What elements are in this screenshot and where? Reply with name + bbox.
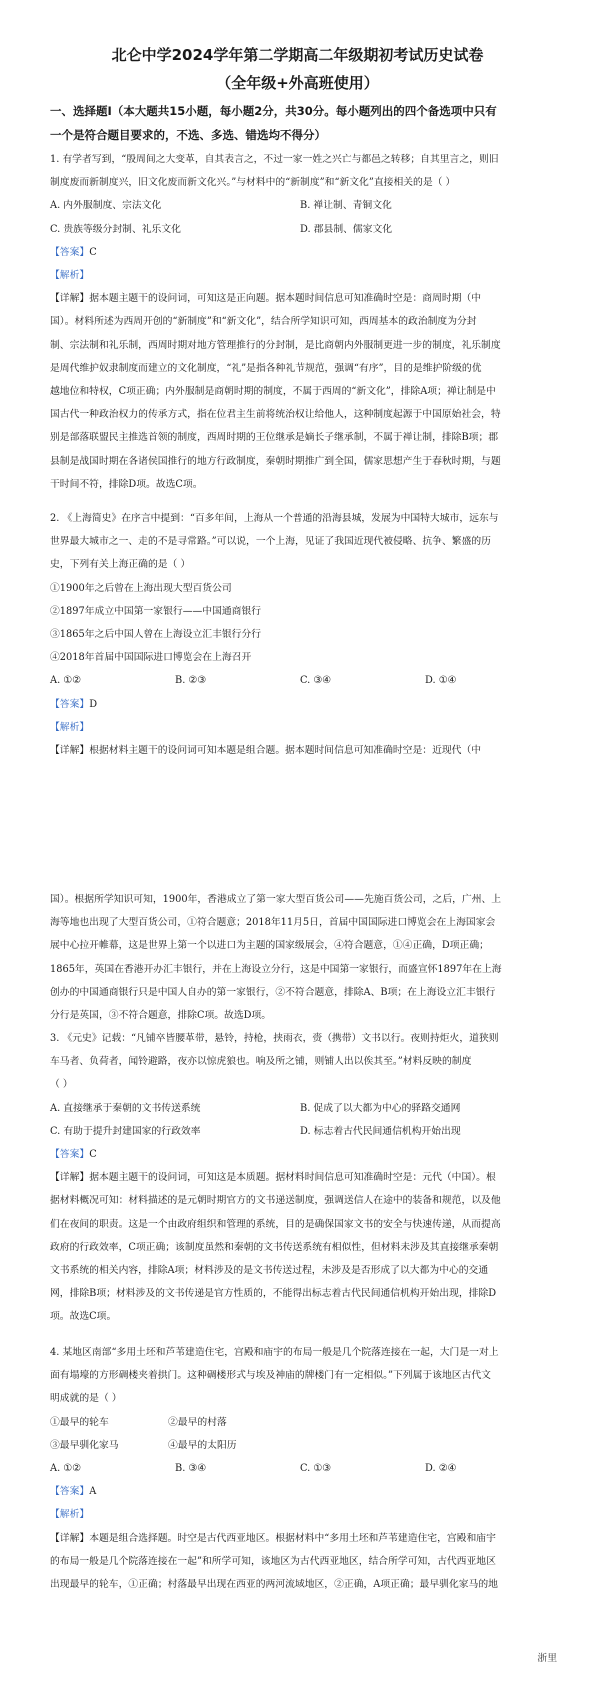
q3-detail-line4: 政府的行政效率，C项正确；该制度虽然和秦朝的文书传送系统有相似性，但材料未涉及其直接继承秦朝: [50, 1241, 499, 1253]
q3-detail-line2: 据材料概况可知：材料描述的是元朝时期官方的文书递送制度，强调送信人在途中的装备和规范，以及他: [50, 1195, 501, 1207]
q2-option-c: C. ③④: [300, 675, 331, 687]
page-footer-watermark: 浙里: [537, 1653, 557, 1664]
q1-options-row1: [50, 194, 550, 217]
q2-item-2: ②1897年成立中国第一家银行——中国通商银行: [50, 605, 262, 617]
q1-detail-line2: 国）。材料所述为西周开创的“新制度”和“新文化”，结合所学知识可知，西周基本的政治制度为分封: [50, 316, 477, 328]
q3-options-row1: [50, 1097, 550, 1120]
q1-analysis-tag: 【解析】: [50, 270, 90, 282]
q4-answer-value: A: [89, 1486, 97, 1498]
section-header-line1: 一、选择题Ⅰ（本大题共15小题，每小题2分，共30分。每小题列出的四个备选项中只有: [50, 104, 497, 118]
q2-detail-line3: 海等地也出现了大型百货公司，①符合题意；2018年11月5日，首届中国国际进口博览会在上海国家会: [50, 917, 496, 929]
q3-stem-line3: （ ）: [50, 1079, 73, 1091]
question-1: [50, 148, 550, 496]
q4-options: [50, 1457, 550, 1480]
q3-answer: [50, 1143, 550, 1166]
q1-detail-line6: 国古代一种政治权力的传承方式，指在位君主生前将统治权让给他人，这种制度起源于中国原始社会，特: [50, 409, 501, 421]
detail-tag: 【详解】: [50, 1172, 90, 1184]
q2-detail-line4: 展中心拉开帷幕，这是世界上第一个以进口为主题的国家级展会，④符合题意，①④正确，D项正确；: [50, 940, 489, 952]
answer-tag: 【答案】: [50, 698, 90, 710]
q3-detail-line1: 【详解】据本题主题干的设问词，可知这是本质题。据材料时间信息可知准确时空是：元代（中国）。根: [50, 1172, 496, 1184]
q4-detail-line3: 出现最早的轮车，①正确；村落最早出现在西亚的两河流域地区，②正确，A项正确；最早驯化家马的地: [50, 1579, 498, 1591]
q1-detail-line5: 越地位和特权，C项正确；内外服制是商朝时期的制度，不属于西周的“新文化”，排除A项；禅让制是中: [50, 386, 496, 398]
q3-detail-line7: 项。故选C项。: [50, 1311, 117, 1323]
q4-items-row2: [50, 1434, 550, 1457]
q1-detail-line4: 是周代维护奴隶制度而建立的文化制度，“礼”是指各种礼节规范，强调“有序”，目的是维护阶级的优: [50, 362, 482, 374]
q3-option-c: C. 有助于提升封建国家的行政效率: [50, 1125, 201, 1137]
q1-option-c: C. 贵族等级分封制、礼乐文化: [50, 223, 181, 235]
q1-stem-line2: 制度废而新制度兴，旧文化废而新文化兴。”与材料中的“新制度”和“新文化”直接相关的是（ ）: [50, 177, 456, 189]
q1-detail-line8: 县制是战国时期在各诸侯国推行的地方行政制度，秦朝时期推广到全国，儒家思想产生于春秋时期，与题: [50, 455, 501, 467]
q3-option-a: A. 直接继承于秦朝的文书传送系统: [50, 1102, 201, 1114]
q2-answer: [50, 693, 550, 716]
q2-stem-line1: 2. 《上海简史》在序言中提到：“百多年间，上海从一个普通的沿海县城，发展为中国特大城市，远东与: [50, 513, 499, 524]
section-header: [50, 99, 550, 147]
q4-answer: [50, 1480, 550, 1503]
q2-detail-line1: 【详解】根据材料主题干的设问词可知本题是组合题。据本题时间信息可知准确时空是：近现代（中: [50, 745, 482, 757]
q1-detail-line7: 别是部落联盟民主推选首领的制度，西周时期的王位继承是嫡长子继承制，不属于禅让制，排除B项；郡: [50, 432, 499, 444]
q2-item-4: ④2018年首届中国国际进口博览会在上海召开: [50, 652, 252, 664]
q1-stem-line1: 1. 有学者写到，“殷周间之大变革，自其表言之，不过一家一姓之兴亡与都邑之转移；自其里言之，则旧: [50, 154, 499, 165]
q2-option-d: D. ①④: [425, 675, 457, 687]
q2-detail-line5: 1865年，英国在香港开办汇丰银行，并在上海设立分行，这是中国第一家银行，而盛宣怀1897年在上海: [50, 963, 502, 975]
question-4: [50, 1341, 550, 1596]
q4-item-4: ④最早的太阳历: [168, 1439, 237, 1451]
q4-stem-line3: 明成就的是（ ）: [50, 1393, 122, 1405]
q3-stem-line2: 车马者、负荷者，闻铃避路，夜亦以惊虎狼也。响及所之铺，则铺人出以俟其至。”材料反映的制度: [50, 1056, 472, 1068]
q4-analysis-tag: 【解析】: [50, 1509, 90, 1521]
detail-tag: 【详解】: [50, 293, 90, 305]
q2-item-1: ①1900年之后曾在上海出现大型百货公司: [50, 582, 232, 594]
question-2-detail-continued: [50, 888, 550, 1027]
question-2: [50, 507, 550, 762]
q3-option-d: D. 标志着古代民间通信机构开始出现: [300, 1125, 461, 1137]
q1-option-b: B. 禅让制、青铜文化: [300, 200, 392, 212]
q2-item-3: ③1865年之后中国人曾在上海设立汇丰银行分行: [50, 629, 262, 641]
q1-answer-value: C: [89, 246, 97, 258]
q4-item-3: ③最早驯化家马: [50, 1439, 119, 1451]
q4-option-c: C. ①③: [300, 1463, 331, 1475]
q4-stem-line2: 面有塌壕的方形碉楼夹着拱门。这种碉楼形式与埃及神庙的牌楼门有一定相似。”下列属于该地区古代文: [50, 1370, 491, 1382]
q3-detail-line5: 文书系统的相关内容，排除A项；材料涉及的是文书传送过程，未涉及是否形成了以大都为中心的交通: [50, 1265, 489, 1277]
q4-items-row1: [50, 1411, 550, 1434]
q1-answer: [50, 241, 550, 264]
q2-analysis-tag: 【解析】: [50, 721, 90, 733]
q4-item-2: ②最早的村落: [168, 1416, 227, 1428]
detail-tag: 【详解】: [50, 745, 90, 757]
q1-options-row2: [50, 218, 550, 241]
q2-option-a: A. ①②: [50, 675, 81, 687]
q1-detail-line1: 【详解】据本题主题干的设问词，可知这是正向题。据本题时间信息可知准确时空是：商周时期（中: [50, 293, 482, 305]
q1-option-a: A. 内外服制度、宗法文化: [50, 200, 162, 212]
q2-option-b: B. ②③: [175, 675, 206, 687]
q3-detail-line3: 们在夜间的职责。这是一个由政府组织和管理的系统，目的是确保国家文书的安全与快速传递，从而提高: [50, 1218, 501, 1230]
q4-option-d: D. ②④: [425, 1463, 457, 1475]
q3-stem-line1: 3. 《元史》记载：“凡铺卒皆腰革带，悬铃，持枪，挟雨衣，赍（携带）文书以行。夜则持炬火，道狭则: [50, 1033, 499, 1044]
exam-subtitle: （全年级+外高班使用）: [216, 74, 379, 92]
answer-tag: 【答案】: [50, 1486, 90, 1498]
answer-tag: 【答案】: [50, 246, 90, 258]
q4-item-1: ①最早的轮车: [50, 1416, 109, 1428]
q1-detail-line9: 干时间不符，排除D项。故选C项。: [50, 478, 203, 490]
q3-answer-value: C: [89, 1149, 97, 1161]
q2-stem-line3: 史，下列有关上海正确的是（ ）: [50, 559, 191, 571]
q2-detail-line6: 创办的中国通商银行只是中国人自办的第一家银行，②不符合题意，排除A、B项；在上海设立汇丰银行: [50, 986, 496, 998]
q4-detail-line2: 的布局一般是几个院落连接在一起”和所学可知，该地区为古代西亚地区，结合所学可知，古代西亚地区: [50, 1555, 496, 1567]
q4-detail-line1: 【详解】本题是组合选择题。时空是古代西亚地区。根据材料中“多用土坯和芦苇建造住宅，宫殿和庙宇: [50, 1532, 496, 1544]
q2-detail-line7: 分行是英国，③不符合题意，排除C项。故选D项。: [50, 1010, 272, 1022]
section-header-line2: 一个是符合题目要求的，不选、多选、错选均不得分）: [50, 128, 326, 142]
q4-stem-line1: 4. 某地区南部“多用土坯和芦苇建造住宅，宫殿和庙宇的布局一般是几个院落连接在一起，大门是一对上: [50, 1347, 499, 1358]
answer-tag: 【答案】: [50, 1149, 90, 1161]
q1-detail-line3: 制、宗法制和礼乐制，西周时期对地方管理推行的分封制，是比商朝内外服制更进一步的制度，礼乐制度: [50, 339, 501, 351]
q4-option-b: B. ③④: [175, 1463, 206, 1475]
detail-tag: 【详解】: [50, 1532, 90, 1544]
q3-option-b: B. 促成了以大都为中心的驿路交通网: [300, 1102, 461, 1114]
q2-detail-line2: 国）。根据所学知识可知，1900年，香港成立了第一家大型百货公司——先施百货公司，之后，广州、上: [50, 894, 502, 905]
q2-options: [50, 669, 550, 692]
q1-option-d: D. 郡县制、儒家文化: [300, 223, 393, 235]
q2-stem-line2: 世界最大城市之一、走的不是寻常路。”可以说，一个上海，见证了我国近现代被侵略、抗争、繁盛的历: [50, 536, 491, 548]
exam-title: 北仑中学2024学年第二学期高二年级期初考试历史试卷: [111, 46, 484, 64]
q3-detail-line6: 网，排除B项；材料涉及的文书传递是官方性质的，不能得出标志着古代民间通信机构开始出现，排除D: [50, 1288, 497, 1300]
q3-options-row2: [50, 1120, 550, 1143]
q4-option-a: A. ①②: [50, 1463, 81, 1475]
question-3: [50, 1027, 550, 1329]
q2-answer-value: D: [89, 698, 98, 710]
